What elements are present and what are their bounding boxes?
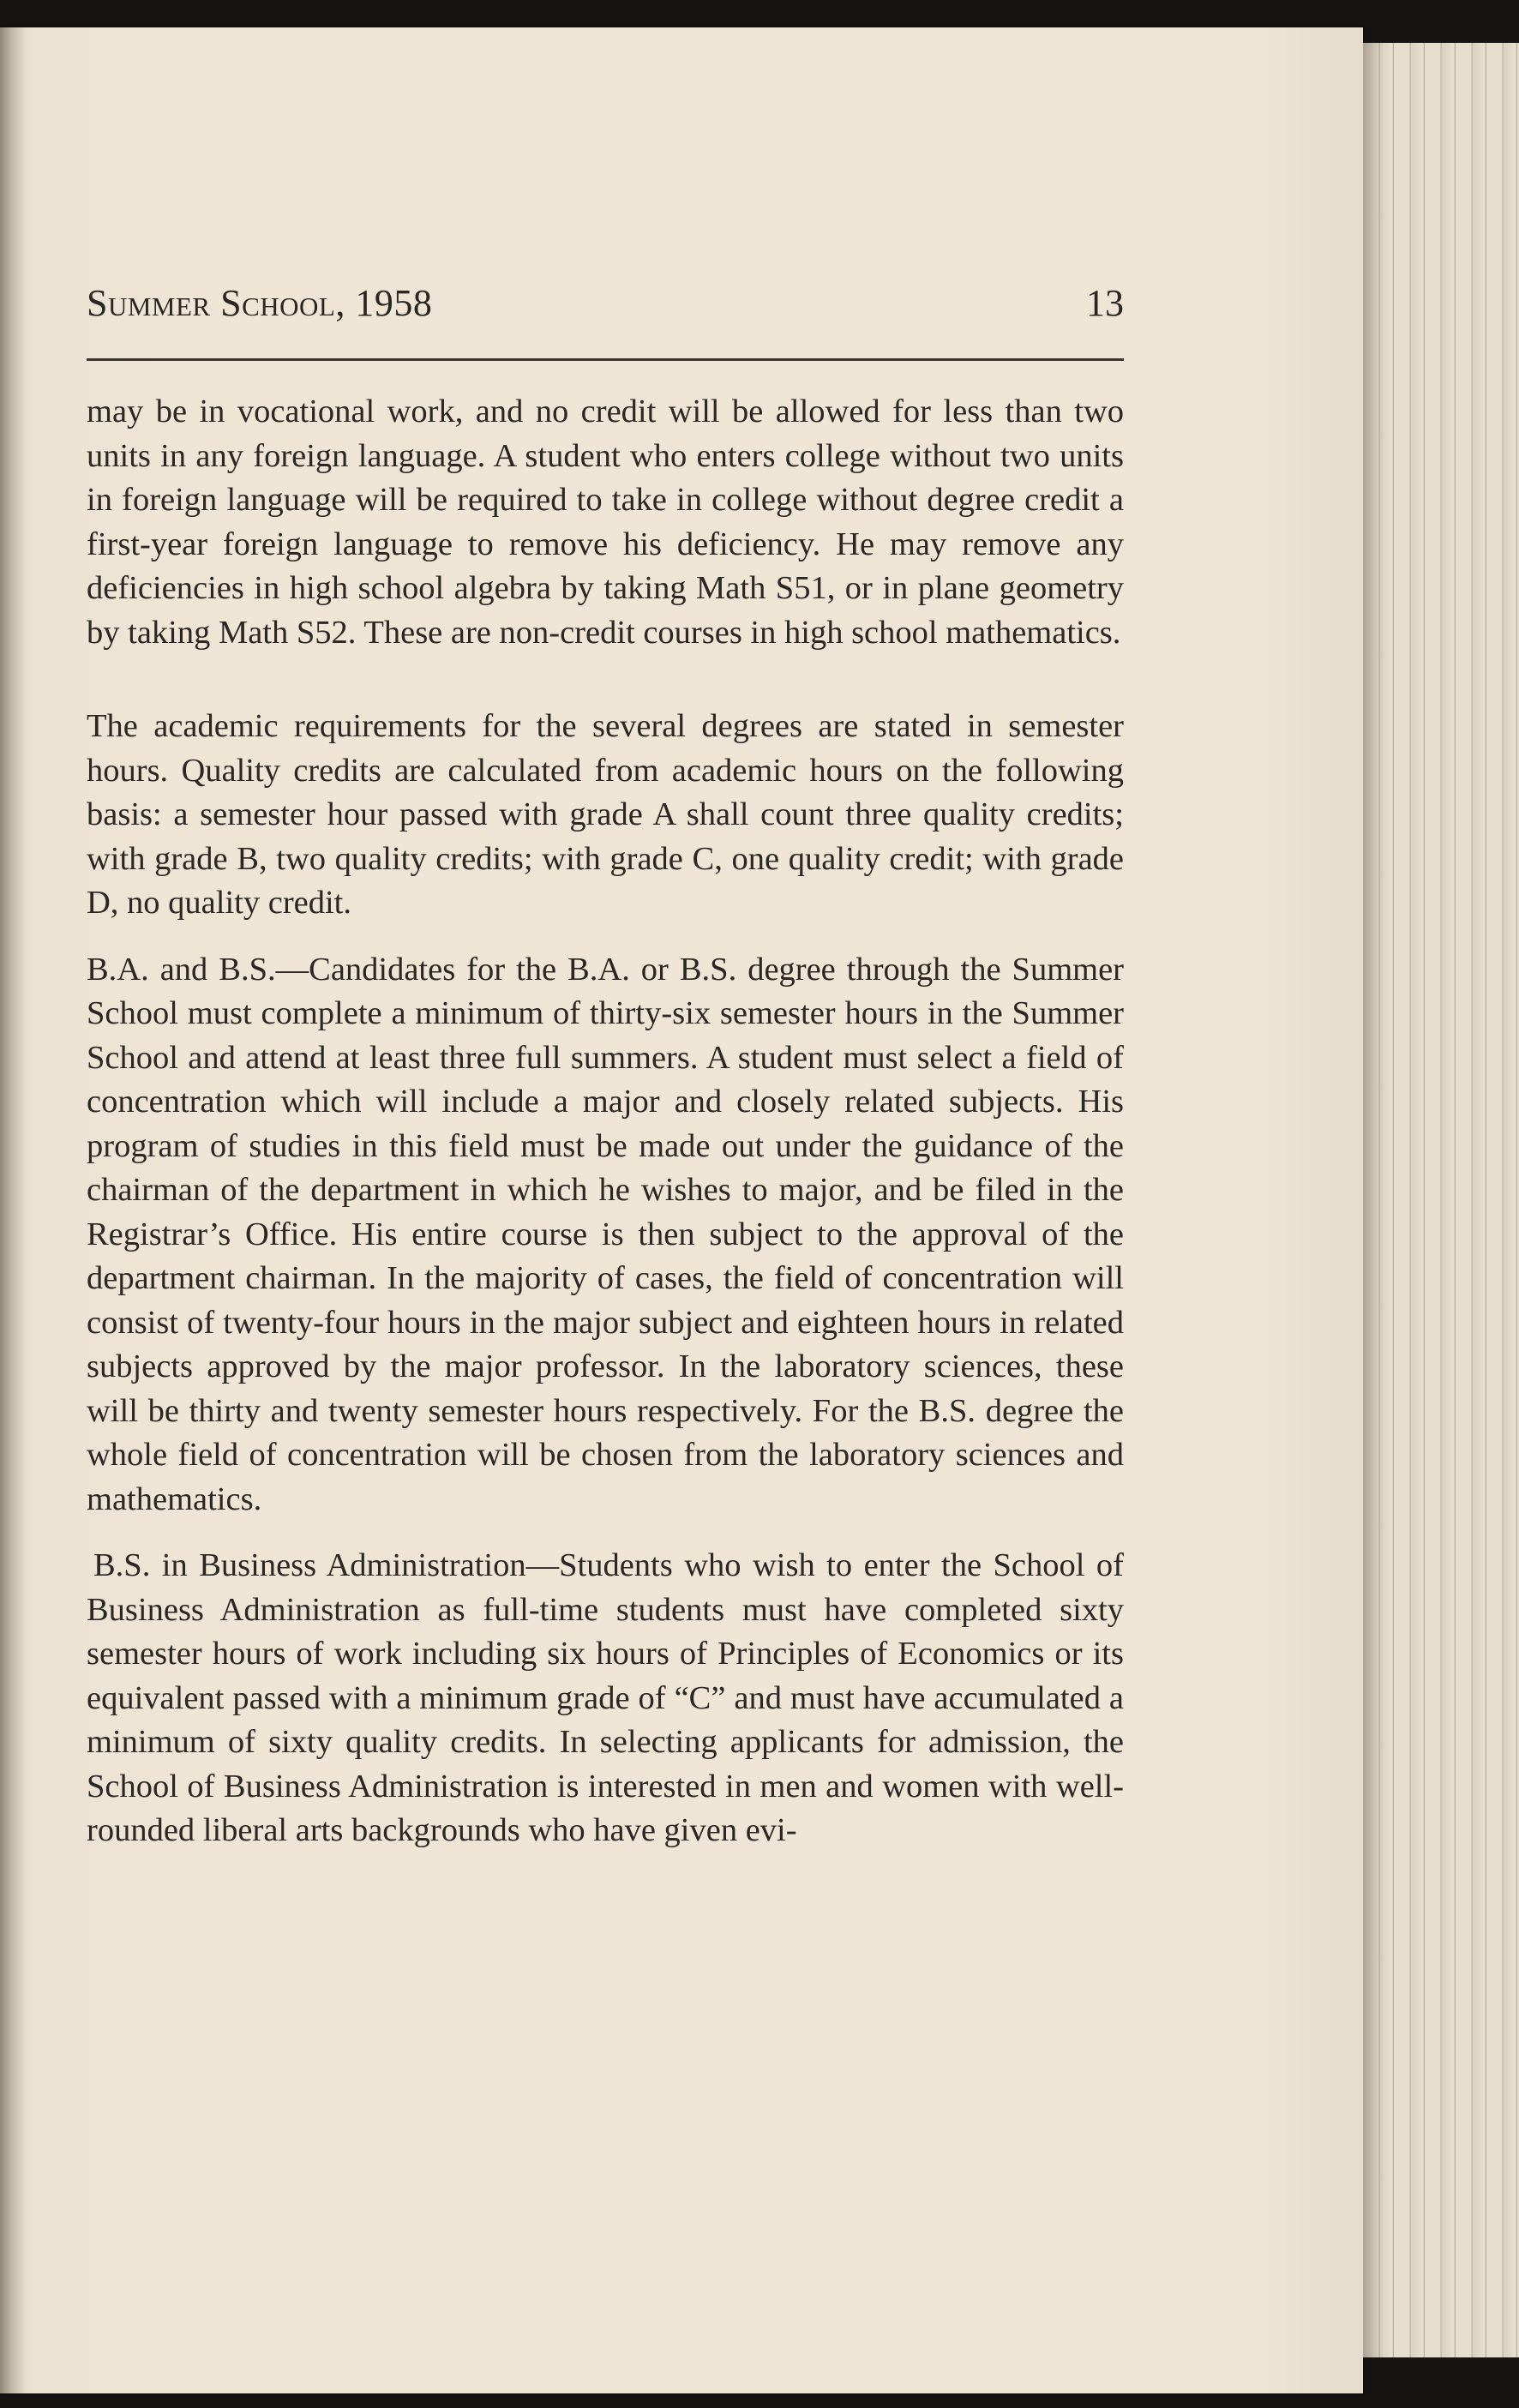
header-rule (87, 358, 1124, 361)
page-edge-shadow (1363, 43, 1384, 2357)
running-head (87, 281, 1124, 333)
running-head-title: Summer School, 1958 (87, 282, 433, 324)
paragraph-ba-bs-degree: B.A. and B.S.—Candidates for the B.A. or B.S. degree through the Summer School must complete a minimum of thirty-six semester hours in the Summer School and attend at least three full summers. A student must select a field of concentration which will include a major and closely related subjects. His program of studies in this field must be made out under the guidance of the chairman of the department in which he wishes to major, and be filed in the Registrar’s Office. His entire course is then subject to the approval of the department chairman. In the majority of cases, the field of concentration will consist of twenty-four hours in the major subject and eighteen hours in related subjects approved by the major professor. In the laboratory sciences, these will be thirty and twenty semester hours respectively. For the B.S. degree the whole field of concentration will be chosen from the laboratory sciences and mathematics. (87, 951, 1124, 1517)
paragraph-business-administration: B.S. in Business Administration—Students who wish to enter the School of Business Administration as full-time students must have completed sixty semester hours of work including six hours of Principles of Economics or its equivalent passed with a minimum grade of “C” and must have accumulated a minimum of sixty quality credits. In selecting applicants for admission, the School of Business Administration is interested in men and women with well-rounded liberal arts backgrounds who have given evi- (87, 1547, 1124, 1848)
binding-gutter (0, 27, 26, 2393)
page-fore-edges (1363, 43, 1519, 2357)
page-number: 13 (1086, 282, 1124, 324)
paragraph-foreign-language-requirements: may be in vocational work, and no credit will be allowed for less than two units in any foreign language. A student who enters college without two units in foreign language will be required to take in college without degree credit a first-year foreign language to remove his deficiency. He may remove any deficiencies in high school algebra by taking Math S51, or in plane geometry by taking Math S52. These are non-credit courses in high school mathematics. (87, 393, 1124, 651)
paragraph-quality-credits: The academic requirements for the several degrees are stated in semester hours. Quality credits are calculated from academic hours on the following basis: a semester hour passed with grade A shall count three quality credits; with grade B, two quality credits; with grade C, one quality credit; with grade D, no quality credit. (87, 708, 1124, 921)
body-text (87, 390, 1124, 1853)
